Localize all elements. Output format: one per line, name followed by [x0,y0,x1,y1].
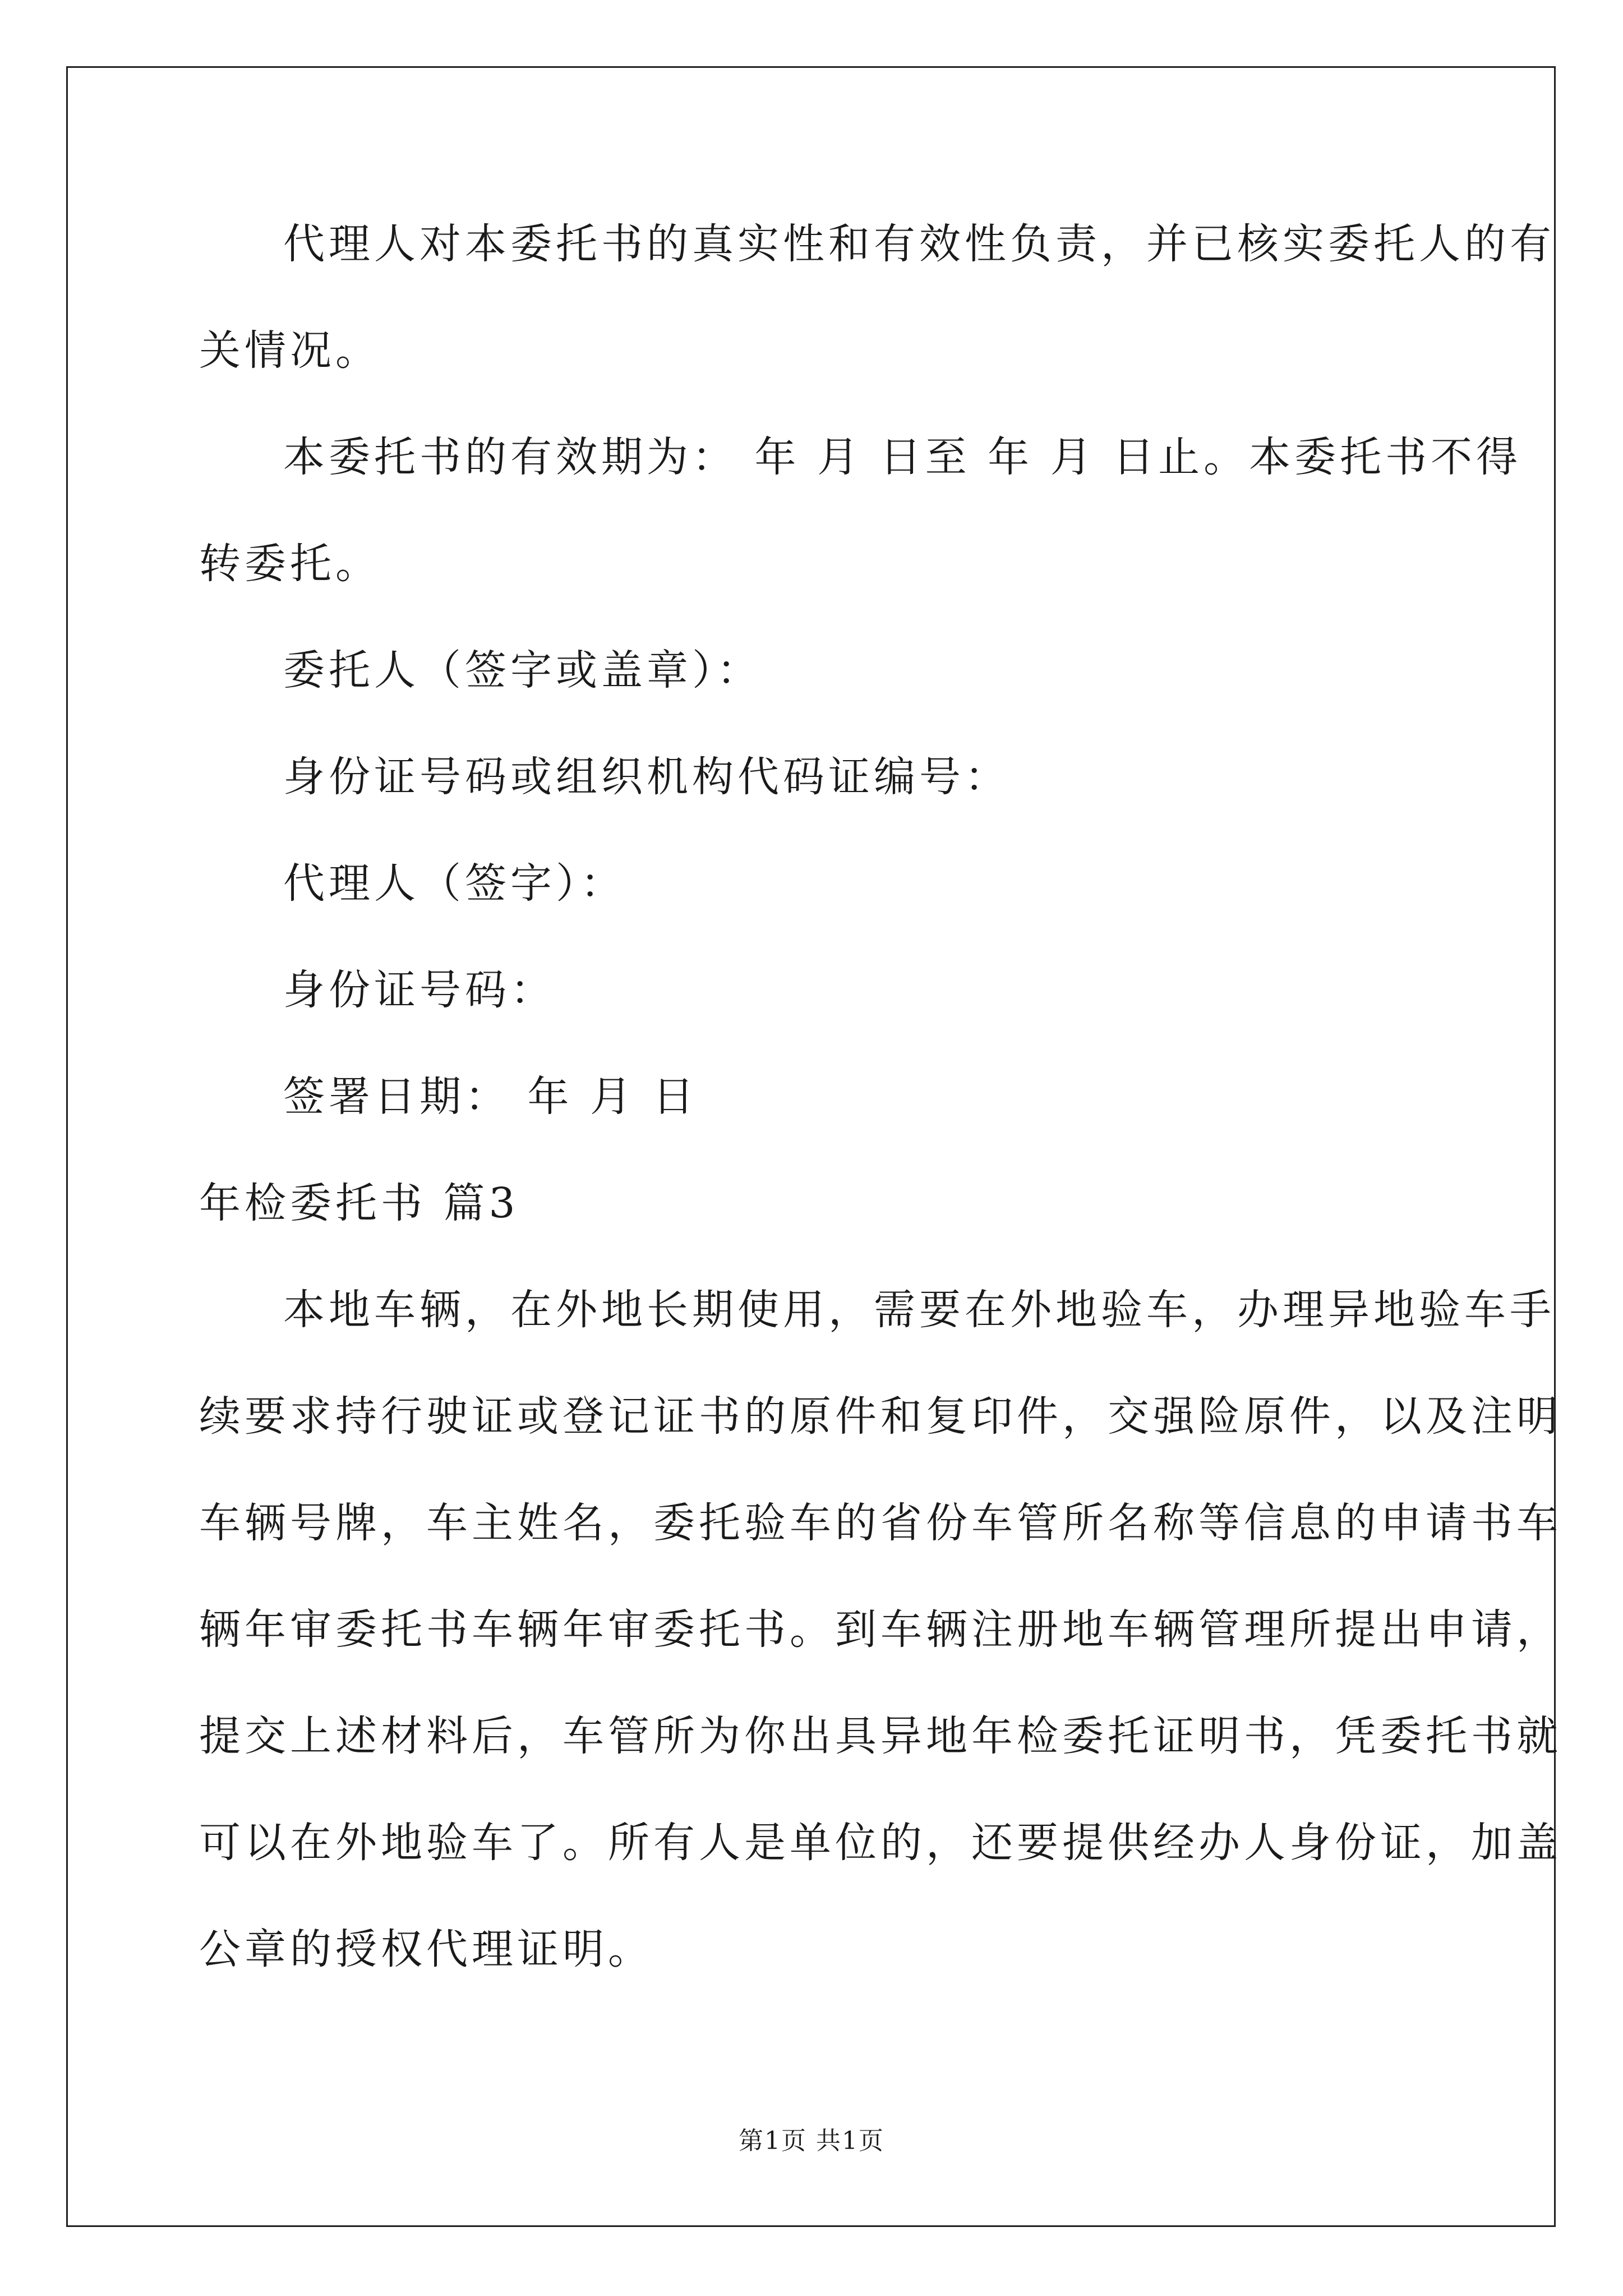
paragraph-line: 提交上述材料后，车管所为你出具异地年检委托证明书，凭委托书就 [199,1712,1562,1760]
id-line-agent: 身份证号码： [283,966,556,1014]
paragraph-line: 车辆号牌，车主姓名，委托验车的省份车管所名称等信息的申请书车 [199,1499,1562,1547]
signing-date-line: 签署日期： 年 月 日 [283,1073,698,1121]
page-border [66,66,1556,2227]
signature-line-agent: 代理人（签字）： [283,859,626,908]
paragraph-line: 续要求持行驶证或登记证书的原件和复印件，交强险原件，以及注明 [199,1392,1562,1441]
paragraph-line: 本委托书的有效期为： 年 月 日至 年 月 日止。本委托书不得 [283,433,1522,481]
paragraph-line: 辆年审委托书车辆年审委托书。到车辆注册地车辆管理所提出申请， [199,1605,1562,1654]
page-number-footer: 第1页 共1页 [739,2127,884,2155]
paragraph-line: 可以在外地验车了。所有人是单位的，还要提供经办人身份证，加盖 [199,1819,1562,1867]
signature-line-principal: 委托人（签字或盖章）： [283,646,762,694]
id-line-principal: 身份证号码或组织机构代码证编号： [283,753,1010,801]
paragraph-line: 关情况。 [199,326,381,375]
section-heading: 年检委托书 篇3 [199,1179,519,1227]
paragraph-line: 本地车辆，在外地长期使用，需要在外地验车，办理异地验车手 [283,1286,1555,1334]
paragraph-line: 公章的授权代理证明。 [199,1925,653,1973]
paragraph-line: 代理人对本委托书的真实性和有效性负责，并已核实委托人的有 [283,220,1555,268]
paragraph-line: 转委托。 [199,540,381,588]
